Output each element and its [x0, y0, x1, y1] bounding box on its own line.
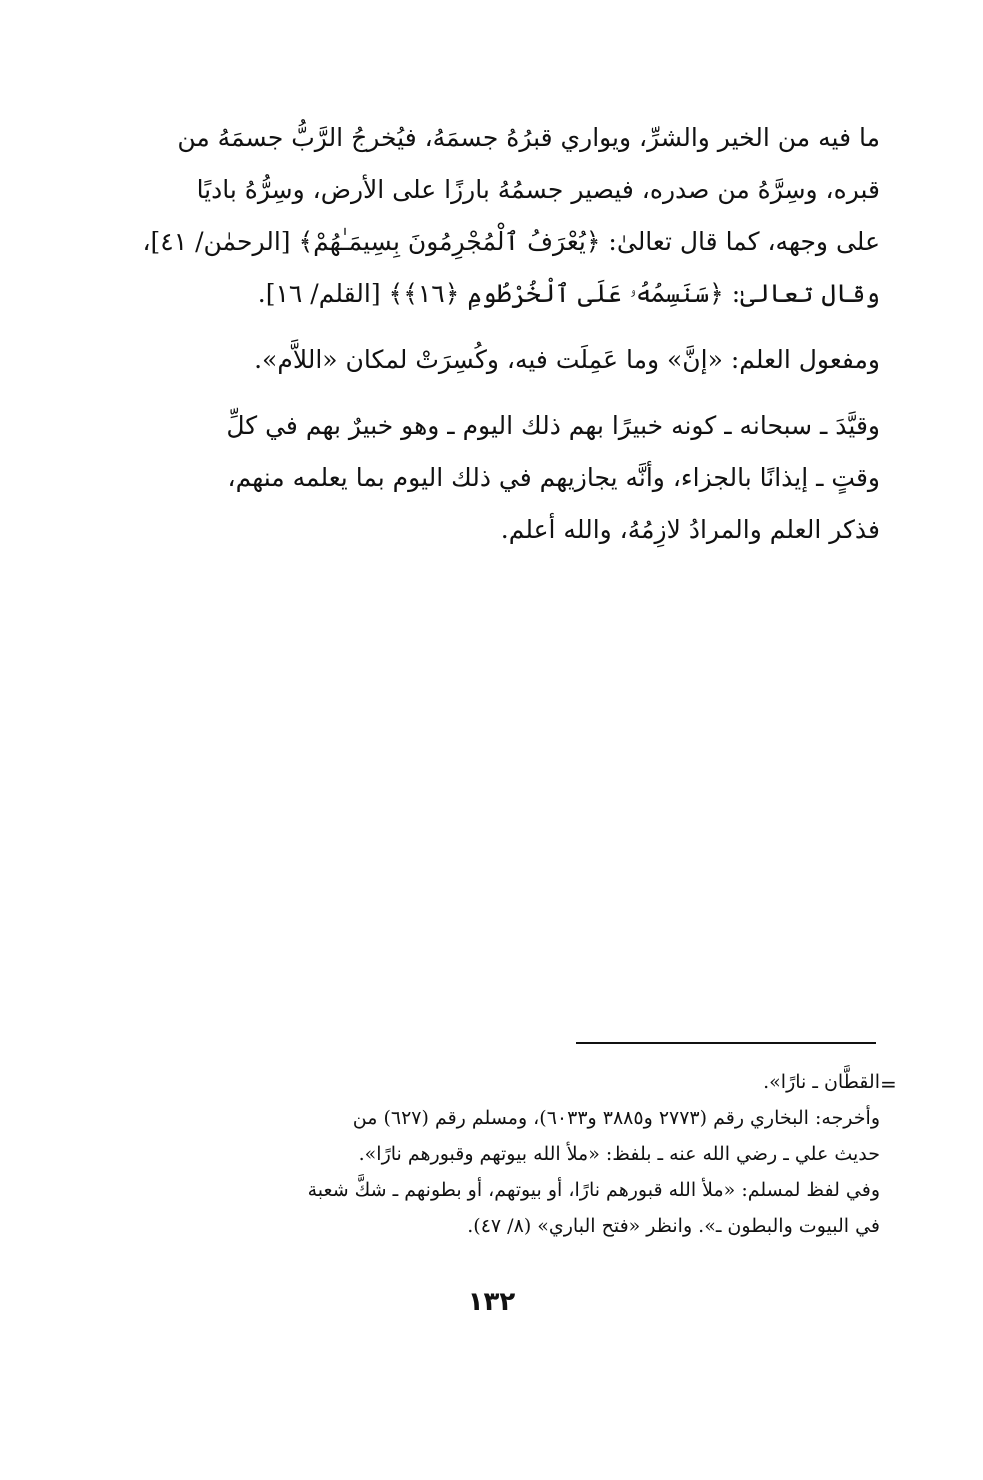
paragraph-1 — [108, 112, 880, 320]
footnote-line: القطَّان ـ نارًا». — [763, 1071, 880, 1093]
text-line: وقتٍ ـ إيذانًا بالجزاء، وأنَّه يجازيهم في ذلك اليوم بما يعلمه منهم، — [227, 463, 880, 492]
footnote-line: وفي لفظ لمسلم: «ملأ الله قبورهم نارًا، أو بيوتهم، أو بطونهم ـ شكَّ شعبة — [307, 1179, 880, 1201]
footnote-line: في البيوت والبطون ـ». وانظر «فتح الباري» (٨/ ٤٧). — [467, 1215, 880, 1237]
page-number: ١٣٢ — [467, 1287, 516, 1317]
footnote-separator — [576, 1042, 876, 1044]
footnote-continuation-mark: = — [880, 1072, 897, 1096]
text-line: ما فيه من الخير والشرِّ، ويواري قبرُهُ جسمَهُ، فيُخرجُ الرَّبُّ جسمَهُ من — [177, 123, 880, 152]
paragraph-2 — [108, 334, 880, 386]
text-line: على وجهه، كما قال تعالىٰ: ﴿يُعْرَفُ ٱلْمُجْرِمُونَ بِسِيمَـٰهُمْ﴾ [الرحمٰن/ ٤١]، — [142, 227, 880, 256]
footnote-line: حديث علي ـ رضي الله عنه ـ بلفظ: «ملأ الله بيوتهم وقبورهم نارًا». — [358, 1143, 880, 1165]
text-line: ومفعول العلم: «إنَّ» وما عَمِلَت فيه، وكُسِرَتْ لمكان «اللاَّم». — [254, 345, 880, 374]
paragraph-spacer — [108, 386, 880, 400]
main-text — [108, 112, 880, 556]
text-line: وقال تعالىٰ: ﴿سَنَسِمُهُۥ عَلَى ٱلْخُرْطُومِ ﴿١٦﴾﴾ [القلم/ ١٦]. — [257, 279, 880, 308]
footnotes — [108, 1064, 880, 1244]
footnote-line: وأخرجه: البخاري رقم (٢٧٧٣ و٣٨٨٥ و٦٠٣٣)، ومسلم رقم (٦٢٧) من — [352, 1107, 880, 1129]
text-line: فذكر العلم والمرادُ لازِمُهُ، والله أعلم. — [500, 515, 880, 544]
text-line: قبره، وسِرَّهُ من صدره، فيصير جسمُهُ بارزًا على الأرض، وسِرُّهُ باديًا — [196, 175, 880, 204]
paragraph-spacer — [108, 320, 880, 334]
paragraph-3 — [108, 400, 880, 556]
text-line: وقيَّدَ ـ سبحانه ـ كونه خبيرًا بهم ذلك اليوم ـ وهو خبيرٌ بهم في كلِّ — [226, 411, 880, 440]
